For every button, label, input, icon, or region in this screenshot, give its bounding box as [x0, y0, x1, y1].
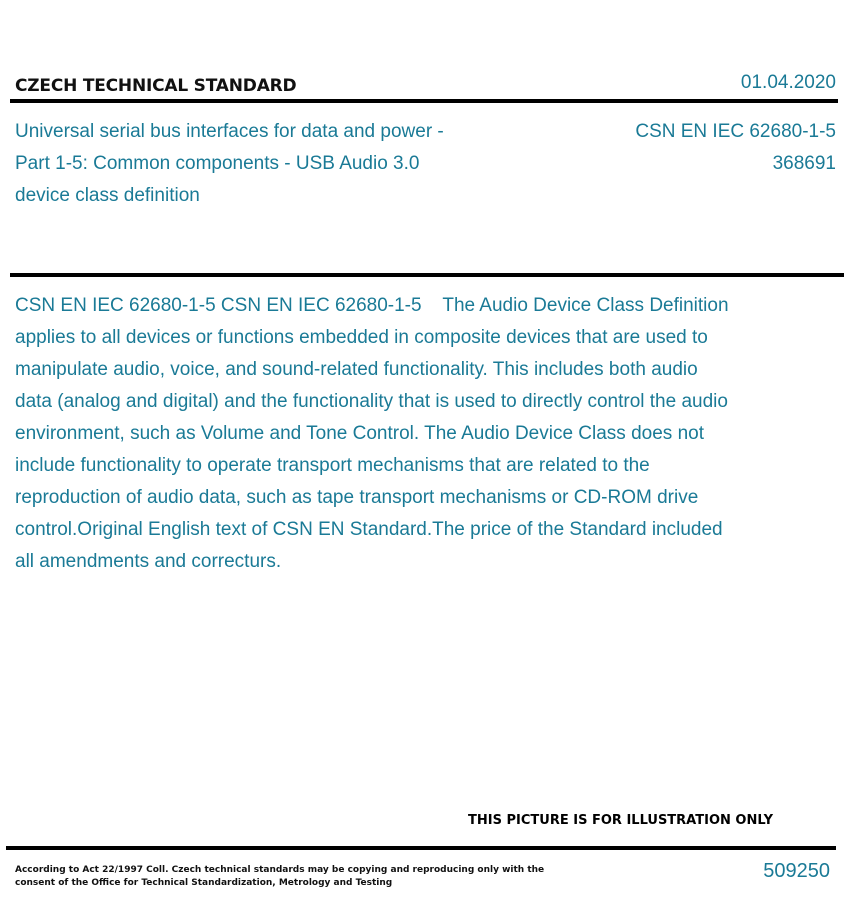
- footer-divider: [6, 846, 836, 850]
- publication-date: 01.04.2020: [740, 72, 836, 93]
- standard-identifiers: [635, 116, 836, 180]
- header-divider: [10, 99, 838, 103]
- illustration-disclaimer: THIS PICTURE IS FOR ILLUSTRATION ONLY: [468, 813, 773, 828]
- title-divider: [10, 273, 844, 277]
- standard-code: CSN EN IEC 62680-1-5: [635, 121, 836, 142]
- standard-number: 368691: [772, 153, 836, 174]
- standard-title: Universal serial bus interfaces for data and power - Part 1-5: Common components - USB Audio 3.0 device class definition: [15, 121, 444, 206]
- document-type-label: CZECH TECHNICAL STANDARD: [15, 76, 297, 96]
- standard-description: CSN EN IEC 62680-1-5 CSN EN IEC 62680-1-5 The Audio Device Class Definition applies to all devices or functions embedded in composite devices that are used to manipulate audio, voice, and sound-related functionality. This includes both audio data (analog and digital) and the functionality that is used to directly control the audio environment, such as Volume and Tone Control. The Audio Device Class does not include functionality to operate transport mechanisms that are related to the reproduction of audio data, such as tape transport mechanisms or CD-ROM drive control.Original English text of CSN EN Standard.The price of the Standard included all amendments and correcturs.: [15, 295, 734, 572]
- legal-notice: According to Act 22/1997 Coll. Czech technical standards may be copying and reproducing only with the consent of the Office for Technical Standardization, Metrology and Testing: [15, 865, 545, 888]
- catalog-number: 509250: [763, 860, 830, 882]
